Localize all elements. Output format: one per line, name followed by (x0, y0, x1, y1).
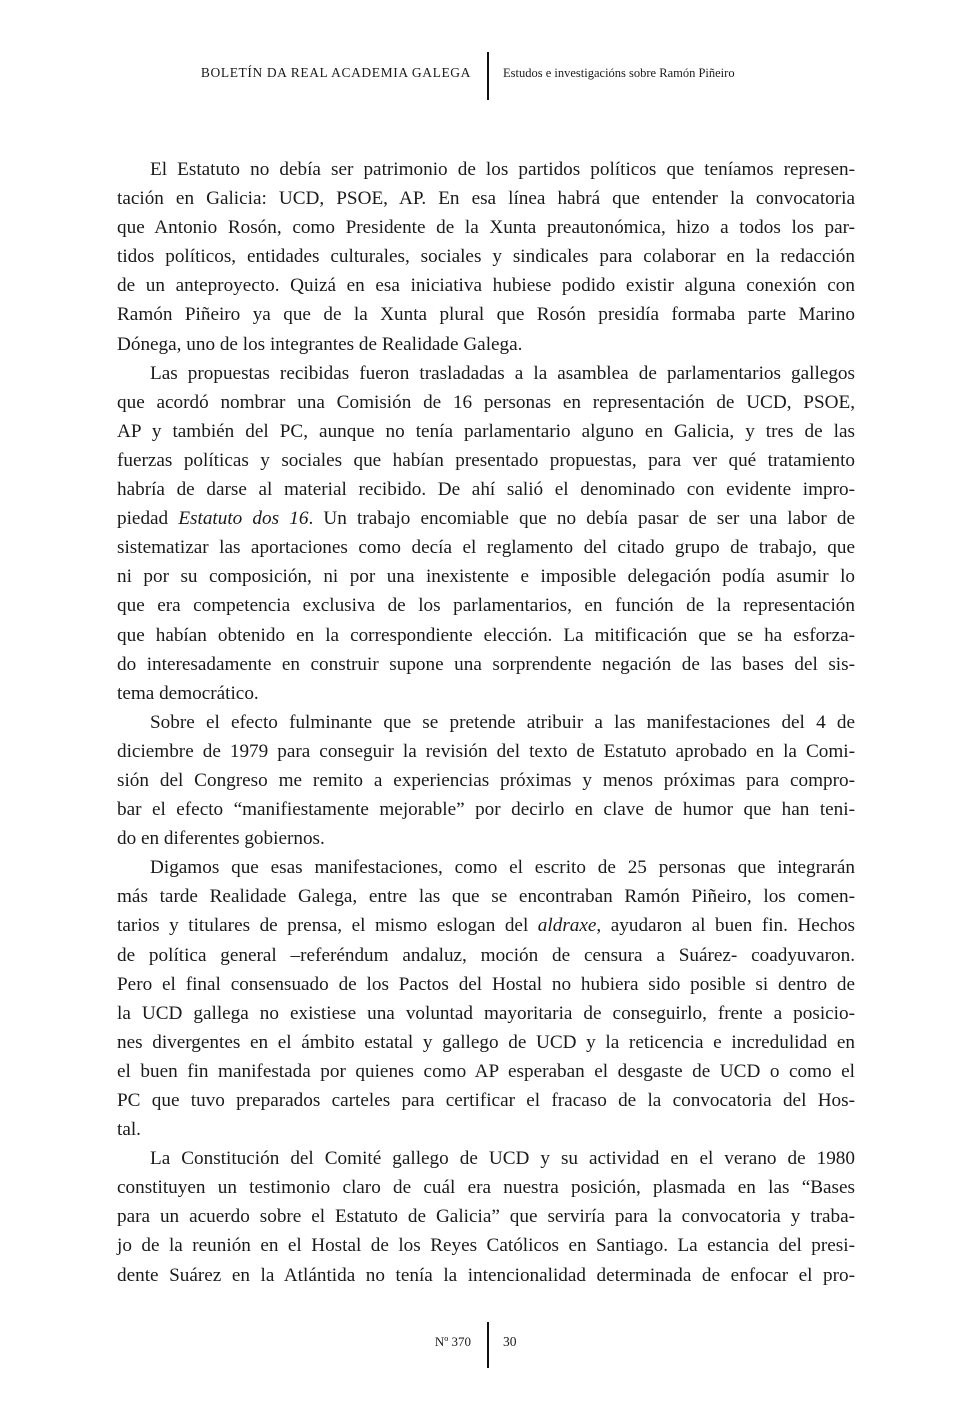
text-line: Ramón Piñeiro ya que de la Xunta plural que Rosón presidía formaba parte Marino (117, 304, 855, 326)
text-line: que Antonio Rosón, como Presidente de la Xunta preautonómica, hizo a todos los par- (117, 217, 855, 239)
text-line: tación en Galicia: UCD, PSOE, AP. En esa línea habrá que entender la convocatoria (117, 188, 855, 210)
text-line: que acordó nombrar una Comisión de 16 personas en representación de UCD, PSOE, (117, 391, 855, 413)
text-line: Pero el final consensuado de los Pactos del Hostal no hubiera sido posible si dentro de (117, 973, 855, 995)
paragraph-3 (117, 708, 855, 853)
text-line: bar el efecto “manifiestamente mejorable” por decirlo en clave de humor que han teni- (117, 799, 855, 821)
text-line: PC que tuvo preparados carteles para certificar el fracaso de la convocatoria del Hos- (117, 1090, 855, 1111)
text-line: el buen fin manifestada por quienes como AP esperaban el desgaste de UCD o como el (117, 1060, 855, 1082)
text-line: dente Suárez en la Atlántida no tenía la intencionalidad determinada de enfocar el pro- (117, 1264, 855, 1286)
text-line: jo de la reunión en el Hostal de los Reyes Católicos en Santiago. La estancia del presi- (117, 1235, 855, 1257)
text-line: la UCD gallega no existiese una voluntad mayoritaria de conseguirlo, frente a posicio- (117, 1002, 855, 1024)
text-line: ni por su composición, ni por una inexistente e imposible delegación podía asumir lo (117, 566, 855, 588)
text-line-with-italic (117, 504, 855, 533)
text-line: tema democrático. (117, 682, 259, 704)
text-fragment: tarios y titulares de prensa, el mismo eslogan del (117, 915, 538, 937)
text-line: de un anteproyecto. Quizá en esa iniciativa hubiese podido existir alguna conexión con (117, 275, 855, 297)
text-line: fuerzas políticas y sociales que habían presentado propuestas, para ver qué tratamiento (117, 449, 855, 471)
section-title: Estudos e investigacións sobre Ramón Piñeiro (503, 66, 735, 80)
text-fragment: , ayudaron al buen fin. Hechos (596, 915, 855, 937)
text-line: Dónega, uno de los integrantes de Realidade Galega. (117, 333, 523, 355)
italic-title: Estatuto dos 16 (178, 508, 309, 530)
text-line: Digamos que esas manifestaciones, como el escrito de 25 personas que integrarán (150, 857, 855, 879)
text-line: diciembre de 1979 para conseguir la revisión del texto de Estatuto aprobado en la Comi- (117, 740, 855, 762)
text-line: Sobre el efecto fulminante que se pretende atribuir a las manifestaciones del 4 de (150, 711, 855, 733)
text-line: constituyen un testimonio claro de cuál era nuestra posición, plasmada en las “Bases (117, 1177, 855, 1199)
text-line: La Constitución del Comité gallego de UCD y su actividad en el verano de 1980 (150, 1148, 855, 1170)
text-line: de política general –referéndum andaluz, moción de censura a Suárez- coadyuvaron. (117, 944, 855, 966)
text-line: más tarde Realidade Galega, entre las que se encontraban Ramón Piñeiro, los comen- (117, 886, 855, 908)
text-line: AP y también del PC, aunque no tenía parlamentario alguno en Galicia, y tres de las (117, 420, 855, 442)
paragraph-4 (117, 853, 855, 1144)
text-line: do en diferentes gobiernos. (117, 828, 325, 850)
text-fragment: . Un trabajo encomiable que no debía pasar de ser una labor de (308, 508, 855, 530)
running-header (0, 52, 975, 100)
text-fragment: piedad (117, 508, 179, 530)
page-footer (0, 1322, 975, 1368)
text-line: para un acuerdo sobre el Estatuto de Galicia” que serviría para la convocatoria y traba- (117, 1206, 855, 1228)
footer-divider (487, 1322, 489, 1368)
issue-number: Nº 370 (434, 1334, 471, 1349)
italic-word: aldraxe (537, 915, 597, 937)
text-line: tidos políticos, entidades culturales, sociales y sindicales para colaborar en la redacción (117, 246, 855, 268)
paragraph-5 (117, 1144, 855, 1289)
text-line: El Estatuto no debía ser patrimonio de los partidos políticos que teníamos represen- (150, 159, 855, 180)
text-line: tal. (117, 1119, 141, 1141)
paragraph-2 (117, 359, 855, 708)
paragraph-1 (117, 155, 855, 359)
text-line: sistematizar las aportaciones como decía el reglamento del citado grupo de trabajo, que (117, 537, 855, 559)
page-number: 30 (503, 1334, 517, 1349)
text-line: que habían obtenido en la correspondiente elección. La mitificación que se ha esforza- (117, 624, 855, 646)
text-line: do interesadamente en construir supone una sorprendente negación de las bases del sis- (117, 653, 855, 675)
text-line: Las propuestas recibidas fueron trasladadas a la asamblea de parlamentarios gallegos (150, 362, 855, 384)
text-line: nes divergentes en el ámbito estatal y gallego de UCD y la reticencia e incredulidad en (117, 1031, 855, 1053)
article-body (117, 155, 855, 1290)
journal-title: BOLETÍN DA REAL ACADEMIA GALEGA (200, 65, 471, 80)
header-divider (487, 52, 489, 100)
text-line: que era competencia exclusiva de los parlamentarios, en función de la representación (117, 595, 855, 617)
text-line: sión del Congreso me remito a experiencias próximas y menos próximas para compro- (117, 769, 855, 791)
text-line-with-italic (117, 911, 855, 940)
text-line: habría de darse al material recibido. De ahí salió el denominado con evidente impro- (117, 479, 855, 501)
